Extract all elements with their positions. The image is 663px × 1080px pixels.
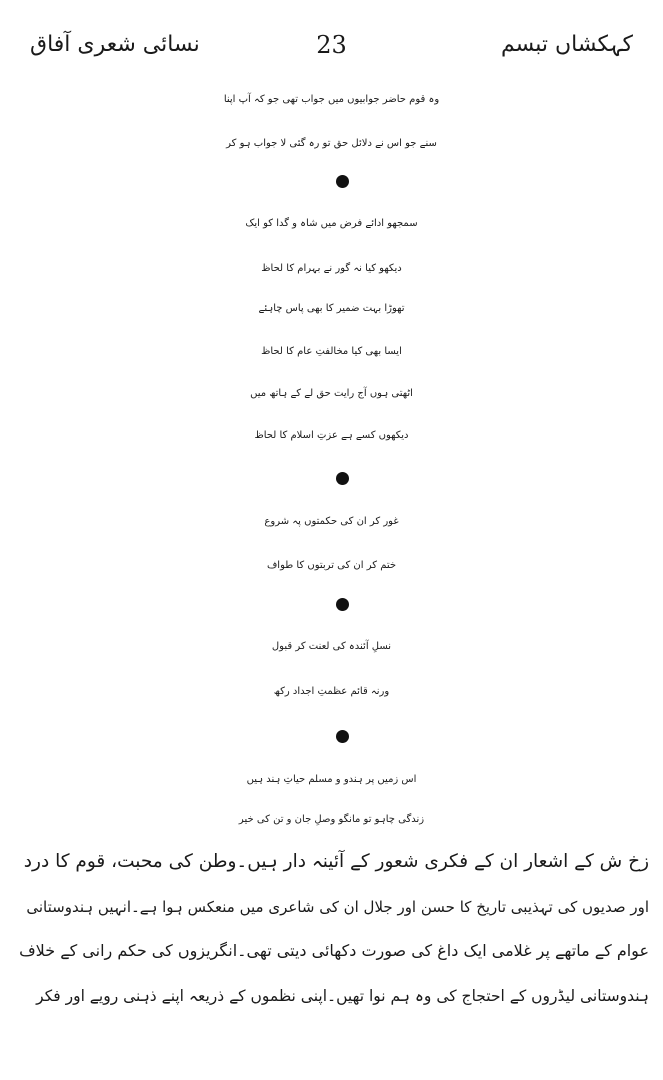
- verse-line: غور کر ان کی حکمتوں پہ شروع: [264, 516, 399, 527]
- verse-line: دیکھوں کسے ہے عزتِ اسلام کا لحاظ: [254, 430, 409, 441]
- verse-line: سنے جو اس نے دلائل حق تو رہ گئی لا جواب ہو کر: [226, 138, 437, 149]
- prose-line: اور صدیوں کی تہذیبی تاریخ کا حسن اور جلال ان کی شاعری میں منعکس ہوا ہے۔انہیں ہندوستانی: [26, 898, 649, 916]
- section-title: نسائی شعری آفاق: [30, 32, 200, 57]
- verse-line: وہ قوم حاضر جوابیوں میں جواب تھی جو کہ آپ اپنا: [223, 94, 440, 105]
- stanza-separator-dot: [336, 175, 349, 188]
- prose-line: عوام کے ماتھے پر غلامی ایک داغ کی صورت دکھائی دیتی تھی۔انگریزوں کی حکم رانی کے خلاف: [19, 941, 649, 960]
- stanza-separator-dot: [336, 730, 349, 743]
- book-title: کہکشاں تبسم: [500, 32, 633, 57]
- stanza-separator-dot: [336, 598, 349, 611]
- prose-line: زخ ش کے اشعار ان کے فکری شعور کے آئینہ دار ہیں۔وطن کی محبت، قوم کا درد: [23, 851, 649, 872]
- page-number: 23: [316, 31, 347, 59]
- verse-line: ورنہ قائم عظمتِ اجداد رکھ: [273, 686, 390, 697]
- verse-line: اس زمیں پر ہندو و مسلم حیاتِ ہند ہیں: [246, 774, 417, 785]
- verse-line: تھوڑا بہت ضمیر کا بھی پاس چاہئے: [258, 303, 405, 314]
- page-header: [30, 30, 633, 70]
- verse-line: اٹھتی ہوں آج رایت حق لے کے ہاتھ میں: [250, 388, 413, 399]
- verse-line: زندگی چاہو تو مانگو وصلِ جان و تن کی خیر: [238, 814, 425, 825]
- verse-line: ختم کر ان کی تربتوں کا طواف: [266, 560, 397, 571]
- verse-line: نسلِ آئندہ کی لعنت کر قبول: [271, 641, 392, 652]
- verse-line: دیکھو کیا نہ گور نے بہرام کا لحاظ: [261, 263, 402, 274]
- prose-line: ہندوستانی لیڈروں کے احتجاج کی وہ ہم نوا تھیں۔اپنی نظموں کے ذریعہ اپنے ذہنی رویے اور فکر: [36, 987, 649, 1005]
- stanza-separator-dot: [336, 472, 349, 485]
- verse-line: سمجھو ادائے فرض میں شاہ و گدا کو ایک: [245, 218, 418, 229]
- verse-line: ایسا بھی کیا مخالفتِ عام کا لحاظ: [261, 346, 402, 357]
